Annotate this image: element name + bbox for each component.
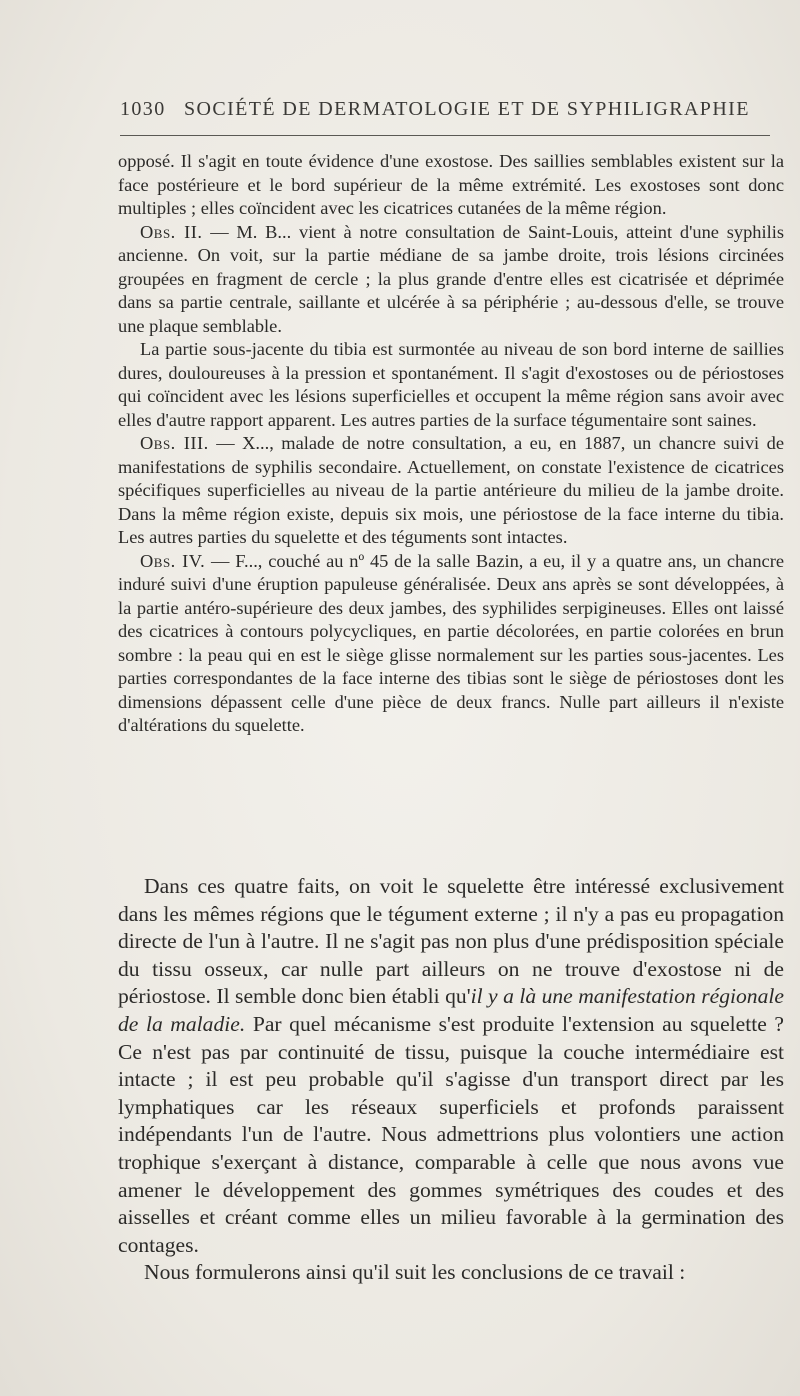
paragraph-obs-4 bbox=[118, 550, 784, 738]
discussion-block bbox=[118, 873, 784, 1287]
paragraph-obs-2 bbox=[118, 221, 784, 339]
running-header bbox=[120, 98, 760, 121]
discussion-text-b: Par quel mécanisme s'est produite l'extension au squelette ? Ce n'est pas par continuité de tissu, puisque la couche intermédiaire est intacte ; il est peu probable qu'il s'agisse d'un transport direct par les lymphatiques car les réseaux superficiels et profonds paraissent indépendants l'un de l'autre. Nous admettrions plus volontiers une action trophique s'exerçant à distance, comparable à celle que nous avons vue amener le développement des gommes symétriques des coudes et des aisselles et créant comme elles un milieu favorable à la germination des contages. bbox=[118, 1011, 784, 1257]
page-number: 1030 bbox=[120, 98, 166, 120]
header-rule bbox=[120, 135, 770, 136]
paragraph-tibia: La partie sous-jacente du tibia est surmontée au niveau de son bord interne de saillies dures, douloureuses à la pression et spontanément. Il s'agit d'exostoses ou de périostoses qui coïncident avec les lésions superficielles et occupent la même région sans avoir avec elles d'autre rapport apparent. Les autres parties de la surface tégumentaire sont saines. bbox=[118, 339, 784, 430]
discussion-text-a: Dans ces quatre faits, on voit le squelette être intéressé exclusivement dans les mêmes régions que le tégument externe ; il n'y a pas eu propagation directe de l'un à l'autre. Il ne s'agit pas non plus d'une prédisposition spéciale du tissu osseux, car nulle part ailleurs on ne trouve d'exostose ni de périostose. Il semble donc bien établi qu' bbox=[118, 874, 784, 1009]
discussion-italic: il y a là une manifestation régionale de la maladie. bbox=[118, 984, 784, 1036]
obs-2-text: — M. B... vient à notre consultation de Saint-Louis, atteint d'une syphilis ancienne. On voit, sur la partie médiane de sa jambe droite, trois lésions circinées groupées en fragment de cercle ; la plus grande d'entre elles est cicatrisée et déprimée dans sa partie centrale, saillante et ulcérée à sa périphérie ; au-dessous d'elle, se trouve une plaque semblable. bbox=[118, 221, 784, 336]
paragraph-continuation: opposé. Il s'agit en toute évidence d'une exostose. Des saillies semblables existent sur la face postérieure et le bord supérieur de la même extrémité. Les exostoses sont donc multiples ; elles coïncident avec les cicatrices cutanées de la même région. bbox=[118, 151, 784, 218]
paragraph-conclusion-intro: Nous formulerons ainsi qu'il suit les conclusions de ce travail : bbox=[144, 1260, 686, 1285]
obs-4-label: Obs. IV. bbox=[140, 550, 206, 571]
observations-block bbox=[118, 150, 784, 738]
running-title: SOCIÉTÉ DE DERMATOLOGIE ET DE SYPHILIGRAPHIE bbox=[184, 98, 750, 120]
paragraph-discussion bbox=[118, 873, 784, 1259]
obs-3-text: — X..., malade de notre consultation, a eu, en 1887, un chancre suivi de manifestations de syphilis secondaire. Actuellement, on constate l'existence de cicatrices spécifiques superficielles au niveau de la partie antérieure du milieu de la jambe droite. Dans la même région existe, depuis six mois, une périostose de la face interne du tibia. Les autres parties du squelette et des téguments sont intactes. bbox=[118, 433, 784, 547]
obs-3-label: Obs. III. bbox=[140, 433, 209, 453]
obs-2-label: Obs. II. bbox=[140, 221, 203, 242]
obs-4-text: — F..., couché au nº 45 de la salle Bazin, a eu, il y a quatre ans, un chancre induré suivi d'une éruption papuleuse généralisée. Deux ans après se sont développées, à la partie antéro-supérieure des deux jambes, des syphilides serpigineuses. Elles ont laissé des cicatrices à contours polycycliques, en partie décolorées, en partie colorées en brun sombre : la peau qui en est le siège glisse normalement sur les parties sous-jacentes. Les parties correspondantes de la face interne des tibias sont le siège de périostoses dont les dimensions dépassent celle d'une pièce de deux francs. Nulle part ailleurs il n'existe d'altérations du squelette. bbox=[118, 550, 784, 735]
paragraph-obs-3 bbox=[118, 432, 784, 550]
